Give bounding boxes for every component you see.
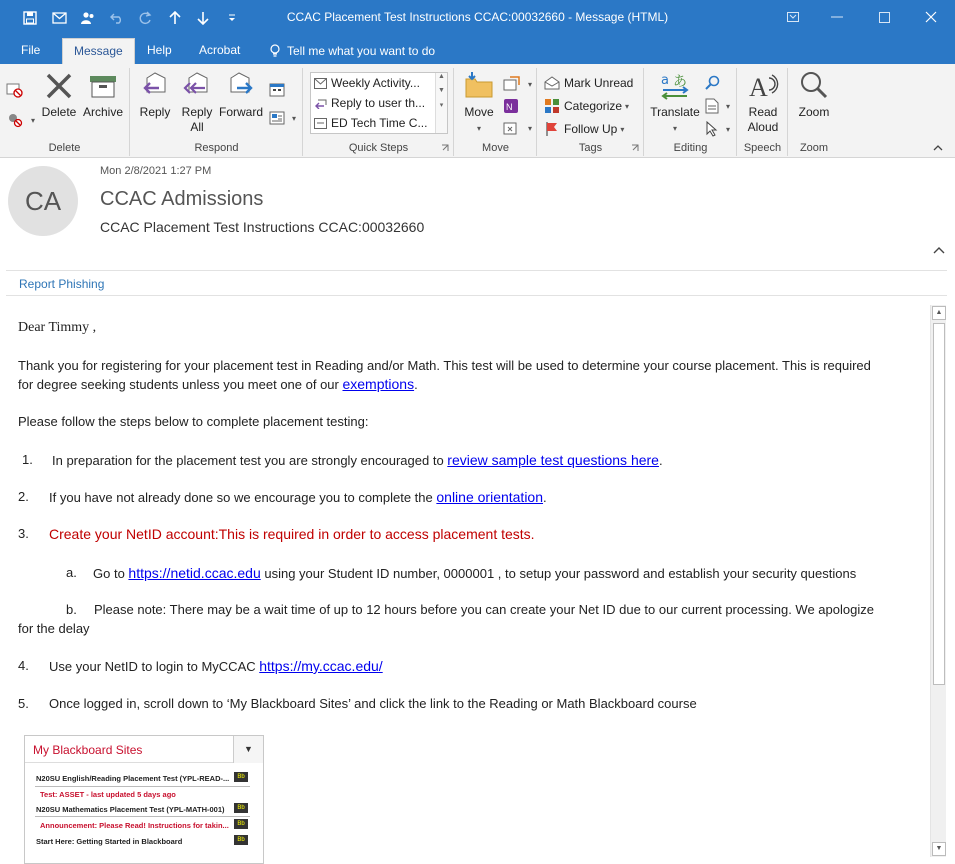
speech-group-label: Speech	[743, 142, 782, 154]
editing-group	[645, 68, 737, 156]
categorize-button[interactable]: Categorize ▾	[544, 96, 629, 116]
lightbulb-icon	[269, 44, 281, 58]
follow-up-button[interactable]: Follow Up ▾	[544, 119, 624, 139]
step-3a-number: a.	[66, 565, 77, 580]
step-5-number: 5.	[18, 696, 29, 711]
read-aloud-label-2: Aloud	[747, 120, 779, 134]
categorize-icon	[544, 98, 560, 114]
step-3b-text: Please note: There may be a wait time of up to 12 hours before you can create your Net ID due to our current processing. We apologize	[94, 602, 874, 617]
forward-button[interactable]	[219, 70, 263, 120]
blackboard-sites-image	[24, 735, 264, 864]
message-date: Mon 2/8/2021 1:27 PM	[100, 165, 212, 177]
categorize-label: Categorize	[564, 99, 623, 113]
online-orientation-link[interactable]: online orientation	[436, 489, 544, 505]
forward-icon	[225, 70, 257, 102]
zoom-icon	[798, 70, 830, 102]
zoom-group-label: Zoom	[799, 142, 829, 154]
quick-step-reply-to-user[interactable]: Reply to user th...	[311, 93, 447, 113]
archive-icon	[87, 70, 119, 102]
translate-icon	[659, 70, 691, 102]
tell-me-search[interactable]	[258, 38, 446, 64]
step-2-content: If you have not already done so we encourage you to complete the online orientation.	[49, 489, 547, 505]
read-aloud-label-1: Read	[748, 105, 778, 119]
body-scrollbar[interactable]	[930, 305, 946, 857]
bb-divider	[35, 786, 250, 787]
reply-all-label-2: All	[190, 120, 204, 134]
follow-up-label: Follow Up	[564, 122, 618, 136]
blackboard-title: My Blackboard Sites	[33, 743, 143, 757]
tab-help[interactable]: Help	[147, 43, 172, 57]
translate-button[interactable]: a あ Translate ▾	[647, 70, 703, 136]
dialog-launcher-icon[interactable]	[441, 144, 449, 152]
quick-steps-label: Quick Steps	[348, 142, 409, 154]
envelope-icon	[314, 118, 327, 129]
blackboard-dropdown: ▼	[233, 736, 263, 763]
delete-label: Delete	[41, 105, 77, 119]
translate-label: Translate	[650, 105, 700, 119]
onenote-button[interactable]	[503, 96, 523, 116]
blackboard-header	[25, 736, 263, 763]
archive-label: Archive	[82, 105, 123, 119]
step-2	[18, 489, 547, 505]
meeting-icon	[269, 82, 285, 98]
forward-label: Forward	[219, 105, 264, 119]
step-3a-content: Go to https://netid.ccac.edu using your Student ID number, 0000001 , to setup your password and establish your security questions	[93, 565, 857, 581]
step-3-number: 3.	[18, 526, 29, 541]
cursor-icon	[705, 121, 719, 137]
bb-icon: Bb	[234, 803, 248, 813]
bb-icon: Bb	[234, 772, 248, 782]
minimize-icon[interactable]	[822, 6, 852, 28]
scroll-up-icon[interactable]: ▲	[932, 306, 946, 320]
step-5-text: Once logged in, scroll down to ‘My Blackboard Sites’ and click the link to the Reading or Math Blackboard course	[49, 696, 697, 711]
step-1	[22, 452, 663, 468]
speech-group	[738, 68, 788, 156]
ignore-button[interactable]	[6, 80, 28, 100]
step-3b	[66, 602, 874, 617]
reply-icon	[139, 70, 171, 102]
step-4-number: 4.	[18, 658, 29, 673]
delete-group-label: Delete	[48, 142, 81, 154]
intro-line-2: for degree seeking students unless you meet one of our exemptions.	[18, 376, 418, 392]
tab-acrobat[interactable]: Acrobat	[199, 43, 241, 57]
bb-test-asset: Test: ASSET - last updated 5 days ago	[40, 790, 176, 799]
cleanup-icon	[6, 112, 24, 128]
cleanup-button[interactable]: ▾	[6, 110, 35, 130]
maximize-icon[interactable]	[869, 6, 899, 28]
im-icon	[269, 110, 285, 126]
quick-steps-group	[304, 68, 454, 156]
svg-text:あ: あ	[673, 74, 687, 90]
ribbon	[0, 64, 955, 158]
respond-group	[131, 68, 303, 156]
step-3	[18, 526, 535, 542]
editing-group-label: Editing	[673, 142, 708, 154]
envelope-open-icon	[544, 76, 560, 90]
related-button[interactable]: ▾	[705, 96, 730, 116]
respond-group-label: Respond	[194, 142, 239, 154]
netid-link[interactable]: https://netid.ccac.edu	[128, 565, 261, 581]
delete-icon	[43, 70, 75, 102]
tab-file[interactable]: File	[21, 43, 41, 57]
quick-step-ed-tech[interactable]: ED Tech Time C...	[311, 113, 447, 133]
collapse-ribbon-icon[interactable]	[933, 145, 943, 151]
ribbon-tabs	[0, 36, 955, 64]
quick-steps-gallery	[310, 72, 448, 134]
reply-all-icon	[181, 70, 213, 102]
rules-button[interactable]: ▾	[503, 74, 532, 94]
intro-line-1: Thank you for registering for your placement test in Reading and/or Math. This test will be used to determine your course placement. This is required	[18, 358, 871, 373]
read-aloud-button[interactable]	[742, 70, 784, 135]
read-aloud-icon	[747, 70, 779, 102]
envelope-icon	[314, 78, 327, 89]
message-subject: CCAC Placement Test Instructions CCAC:00032660	[100, 219, 425, 235]
sample-questions-link[interactable]: review sample test questions here	[447, 452, 659, 468]
myccac-link[interactable]: https://my.ccac.edu/	[259, 658, 383, 674]
rules-icon	[503, 76, 521, 92]
greeting: Dear Timmy ,	[18, 320, 97, 335]
zoom-label: Zoom	[798, 105, 830, 119]
bb-course-math: N20SU Mathematics Placement Test (YPL-MATH-001)	[36, 805, 225, 814]
report-phishing-bar	[6, 270, 947, 296]
find-button[interactable]	[705, 73, 725, 93]
related-icon	[705, 98, 719, 114]
scroll-thumb[interactable]	[933, 323, 945, 685]
bb-course-reading: N20SU English/Reading Placement Test (YPL-READ-...	[36, 774, 230, 783]
actions-button[interactable]: ▾	[503, 118, 532, 138]
step-3b-continued: for the delay	[18, 621, 90, 636]
step-3-text: Create your NetID account:This is required in order to access placement tests.	[49, 526, 535, 542]
move-group-label: Move	[482, 142, 509, 154]
move-label: Move	[464, 105, 494, 119]
step-3a	[66, 565, 857, 581]
flag-icon	[544, 121, 560, 137]
onenote-icon	[503, 98, 519, 114]
tags-group	[538, 68, 644, 156]
archive-button[interactable]	[80, 70, 126, 120]
step-1-number: 1.	[22, 452, 33, 467]
tags-dialog-launcher-icon[interactable]	[631, 144, 639, 152]
mark-unread-label: Mark Unread	[564, 76, 634, 90]
tell-me-label: Tell me what you want to do	[287, 44, 436, 58]
sender-name[interactable]: CCAC Admissions	[100, 188, 264, 210]
tags-group-label: Tags	[578, 142, 603, 154]
delete-group	[0, 68, 130, 156]
bb-icon: Bb	[234, 835, 248, 845]
bb-announcement: Announcement: Please Read! Instructions for takin...	[40, 821, 229, 830]
reply-button[interactable]	[135, 70, 175, 120]
bb-start-here: Start Here: Getting Started in Blackboard	[36, 837, 183, 846]
close-icon[interactable]	[916, 6, 946, 28]
title-bar	[0, 0, 955, 36]
bb-divider	[35, 816, 250, 817]
zoom-button[interactable]	[793, 70, 835, 120]
quick-steps-scroll[interactable]: ▲ ▼ ▾	[435, 73, 447, 133]
step-2-number: 2.	[18, 489, 29, 504]
svg-text:A: A	[749, 73, 768, 102]
step-5	[18, 696, 697, 711]
message-header	[0, 158, 955, 268]
select-button[interactable]: ▾	[705, 119, 730, 139]
bb-icon: Bb	[234, 819, 248, 829]
step-4-content: Use your NetID to login to MyCCAC https://my.ccac.edu/	[49, 658, 383, 674]
ribbon-display-icon[interactable]	[778, 6, 808, 28]
zoom-group	[789, 68, 839, 156]
delete-button[interactable]	[40, 70, 78, 120]
avatar: CA	[8, 166, 78, 236]
reply-all-label-1: Reply	[181, 105, 213, 119]
collapse-header-icon[interactable]	[933, 246, 945, 254]
step-3b-number: b.	[66, 602, 77, 617]
move-button[interactable]: Move ▾	[459, 70, 499, 136]
step-4	[18, 658, 383, 674]
svg-text:N: N	[506, 102, 513, 112]
steps-intro: Please follow the steps below to complete placement testing:	[18, 414, 369, 429]
reply-all-button[interactable]	[177, 70, 217, 135]
find-icon	[705, 75, 721, 91]
reply-small-icon	[314, 98, 327, 109]
report-phishing-link[interactable]: Report Phishing	[19, 277, 105, 291]
svg-text:a: a	[661, 73, 669, 88]
folder-move-icon	[463, 70, 495, 102]
actions-icon	[503, 120, 521, 136]
exemptions-link[interactable]: exemptions	[342, 376, 415, 392]
move-group	[455, 68, 537, 156]
mark-unread-button[interactable]	[544, 73, 633, 93]
window-title: CCAC Placement Test Instructions CCAC:00032660 - Message (HTML)	[286, 10, 669, 24]
reply-label: Reply	[139, 105, 171, 119]
more-respond-button[interactable]: ▾	[269, 108, 296, 128]
step-1-content: In preparation for the placement test you are strongly encouraged to review sample test questions here.	[52, 452, 663, 468]
quick-step-weekly-activity[interactable]: Weekly Activity...	[311, 73, 447, 93]
tab-message[interactable]: Message	[62, 38, 135, 64]
scroll-down-icon[interactable]: ▼	[932, 842, 946, 856]
meeting-button[interactable]	[269, 80, 289, 100]
ignore-icon	[6, 82, 24, 98]
